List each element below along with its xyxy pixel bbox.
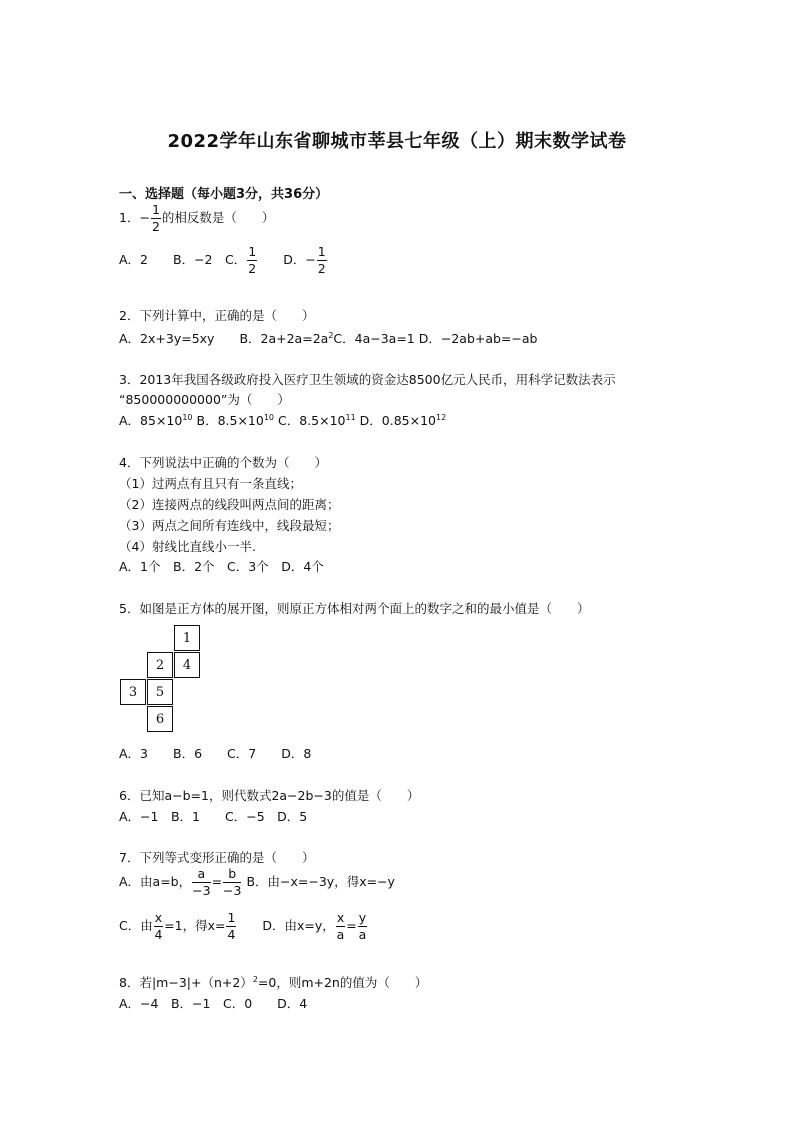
q1-c-den: 2 — [248, 260, 257, 276]
q7-d-num2: y — [358, 910, 367, 925]
page-title: 2022学年山东省聊城市莘县七年级（上）期末数学试卷 — [167, 131, 627, 152]
q1-option-d-fraction — [317, 246, 327, 275]
q1-d-num: 1 — [317, 244, 326, 259]
cube-face-1: 1 — [174, 625, 200, 651]
question-7-options-ab — [119, 868, 395, 897]
q7-option-c-prefix: C．由 — [119, 918, 153, 933]
q1-option-ab: A．2 B．−2 C． — [119, 252, 247, 267]
question-4-statement-3: （3）两点之间所有连线中，线段最短； — [119, 518, 340, 533]
q1-frac-den: 2 — [151, 218, 160, 234]
question-8-options: A．−4 B．−1 C．0 D．4 — [119, 996, 308, 1011]
q7-a-equals: = — [211, 874, 223, 889]
q2-options-part-b: C．4a−3a=1 D．−2ab+ab=−ab — [333, 331, 538, 346]
q7-c-middle: =1，得x= — [164, 918, 226, 933]
q7-a-fraction-2 — [223, 868, 241, 897]
question-5-stem: 5．如图是正方体的展开图，则原正方体相对两个面上的数字之和的最小值是（ ） — [119, 601, 590, 616]
q7-a-num1: a — [192, 868, 210, 883]
question-7-stem: 7．下列等式变形正确的是（ ） — [119, 850, 315, 865]
question-6-stem: 6．已知a−b=1，则代数式2a−2b−3的值是（ ） — [119, 788, 420, 803]
q3-a-exp: 10 — [182, 413, 193, 422]
cube-net-figure — [120, 625, 200, 733]
q7-d-equals: = — [346, 918, 357, 933]
q7-option-d-prefix: D．由x=y， — [237, 918, 335, 933]
question-2-stem: 2．下列计算中，正确的是（ ） — [119, 308, 315, 323]
cube-face-4: 4 — [174, 652, 200, 678]
q1-option-c-fraction — [247, 246, 257, 275]
question-4-options: A．1个 B．2个 C．3个 D．4个 — [119, 559, 324, 574]
q7-a-den1: −3 — [192, 882, 211, 898]
q3-d-exp: 12 — [436, 413, 447, 422]
q1-c-num: 1 — [248, 244, 257, 259]
q7-option-b: B．由−x=−3y，得x=−y — [242, 874, 395, 889]
q7-c-num: x — [154, 910, 163, 925]
q3-option-a: A．85×10 — [119, 413, 183, 428]
question-8-stem — [119, 973, 427, 991]
q8-stem-part-b: =0，则m+2n的值为（ ） — [257, 975, 428, 990]
q3-c-exp: 11 — [345, 413, 356, 422]
q2-exponent: 2 — [328, 331, 334, 340]
q8-exponent: 2 — [252, 975, 258, 984]
q1-d-den: 2 — [317, 260, 326, 276]
cube-face-2: 2 — [147, 652, 173, 678]
section-heading: 一、选择题（每小题3分，共36分） — [119, 187, 329, 202]
question-4-statement-1: （1）过两点有且只有一条直线； — [119, 476, 302, 491]
q3-option-c: C．8.5×10 — [274, 413, 346, 428]
q7-c-fraction-2 — [226, 912, 236, 941]
question-2-options — [119, 329, 538, 347]
q7-a-fraction-1 — [192, 868, 210, 897]
q7-d-fraction-2 — [358, 912, 367, 941]
q1-fraction — [151, 204, 161, 233]
q7-c-fraction-1 — [154, 912, 163, 941]
q8-stem-part-a: 8．若|m−3|+（n+2） — [119, 975, 253, 990]
cube-face-3: 3 — [120, 679, 146, 705]
question-4-stem: 4．下列说法中正确的个数为（ ） — [119, 455, 327, 470]
q7-a-den2: −3 — [223, 882, 242, 898]
q1-suffix: 的相反数是（ ） — [161, 210, 275, 225]
q7-d-fraction-1 — [336, 912, 345, 941]
question-3-stem-line2: “850000000000”为（ ） — [119, 392, 290, 407]
q1-prefix: 1．− — [119, 210, 150, 225]
q3-b-exp: 10 — [263, 413, 275, 422]
q7-c-num2: 1 — [227, 910, 236, 925]
question-3-options — [119, 411, 446, 429]
q2-options-part-a: A．2x+3y=5xy B．2a+2a=2a — [119, 331, 329, 346]
q7-option-a-prefix: A．由a=b， — [119, 874, 192, 889]
q3-option-d: D．0.85×10 — [355, 413, 436, 428]
question-1-stem — [119, 204, 274, 233]
cube-face-5: 5 — [147, 679, 173, 705]
q1-frac-num: 1 — [151, 202, 160, 217]
q7-c-den2: 4 — [227, 926, 236, 942]
q7-d-den2: a — [358, 926, 367, 942]
q7-a-num2: b — [223, 868, 241, 883]
question-6-options: A．−1 B．1 C．−5 D．5 — [119, 809, 308, 824]
question-7-options-cd — [119, 912, 368, 941]
question-3-stem-line1: 3．2013年我国各级政府投入医疗卫生领域的资金达8500亿元人民币，用科学记数法表示 — [119, 372, 616, 387]
q7-c-den: 4 — [154, 926, 163, 942]
q7-d-num1: x — [336, 910, 345, 925]
cube-face-6: 6 — [147, 706, 173, 732]
question-1-options — [119, 246, 328, 275]
q3-option-b: B．8.5×10 — [192, 413, 264, 428]
question-4-statement-4: （4）射线比直线小一半. — [119, 539, 256, 554]
q1-option-d: D．− — [258, 252, 316, 267]
question-5-options: A．3 B．6 C．7 D．8 — [119, 746, 312, 761]
q7-d-den1: a — [336, 926, 345, 942]
question-4-statement-2: （2）连接两点的线段叫两点间的距离； — [119, 497, 340, 512]
